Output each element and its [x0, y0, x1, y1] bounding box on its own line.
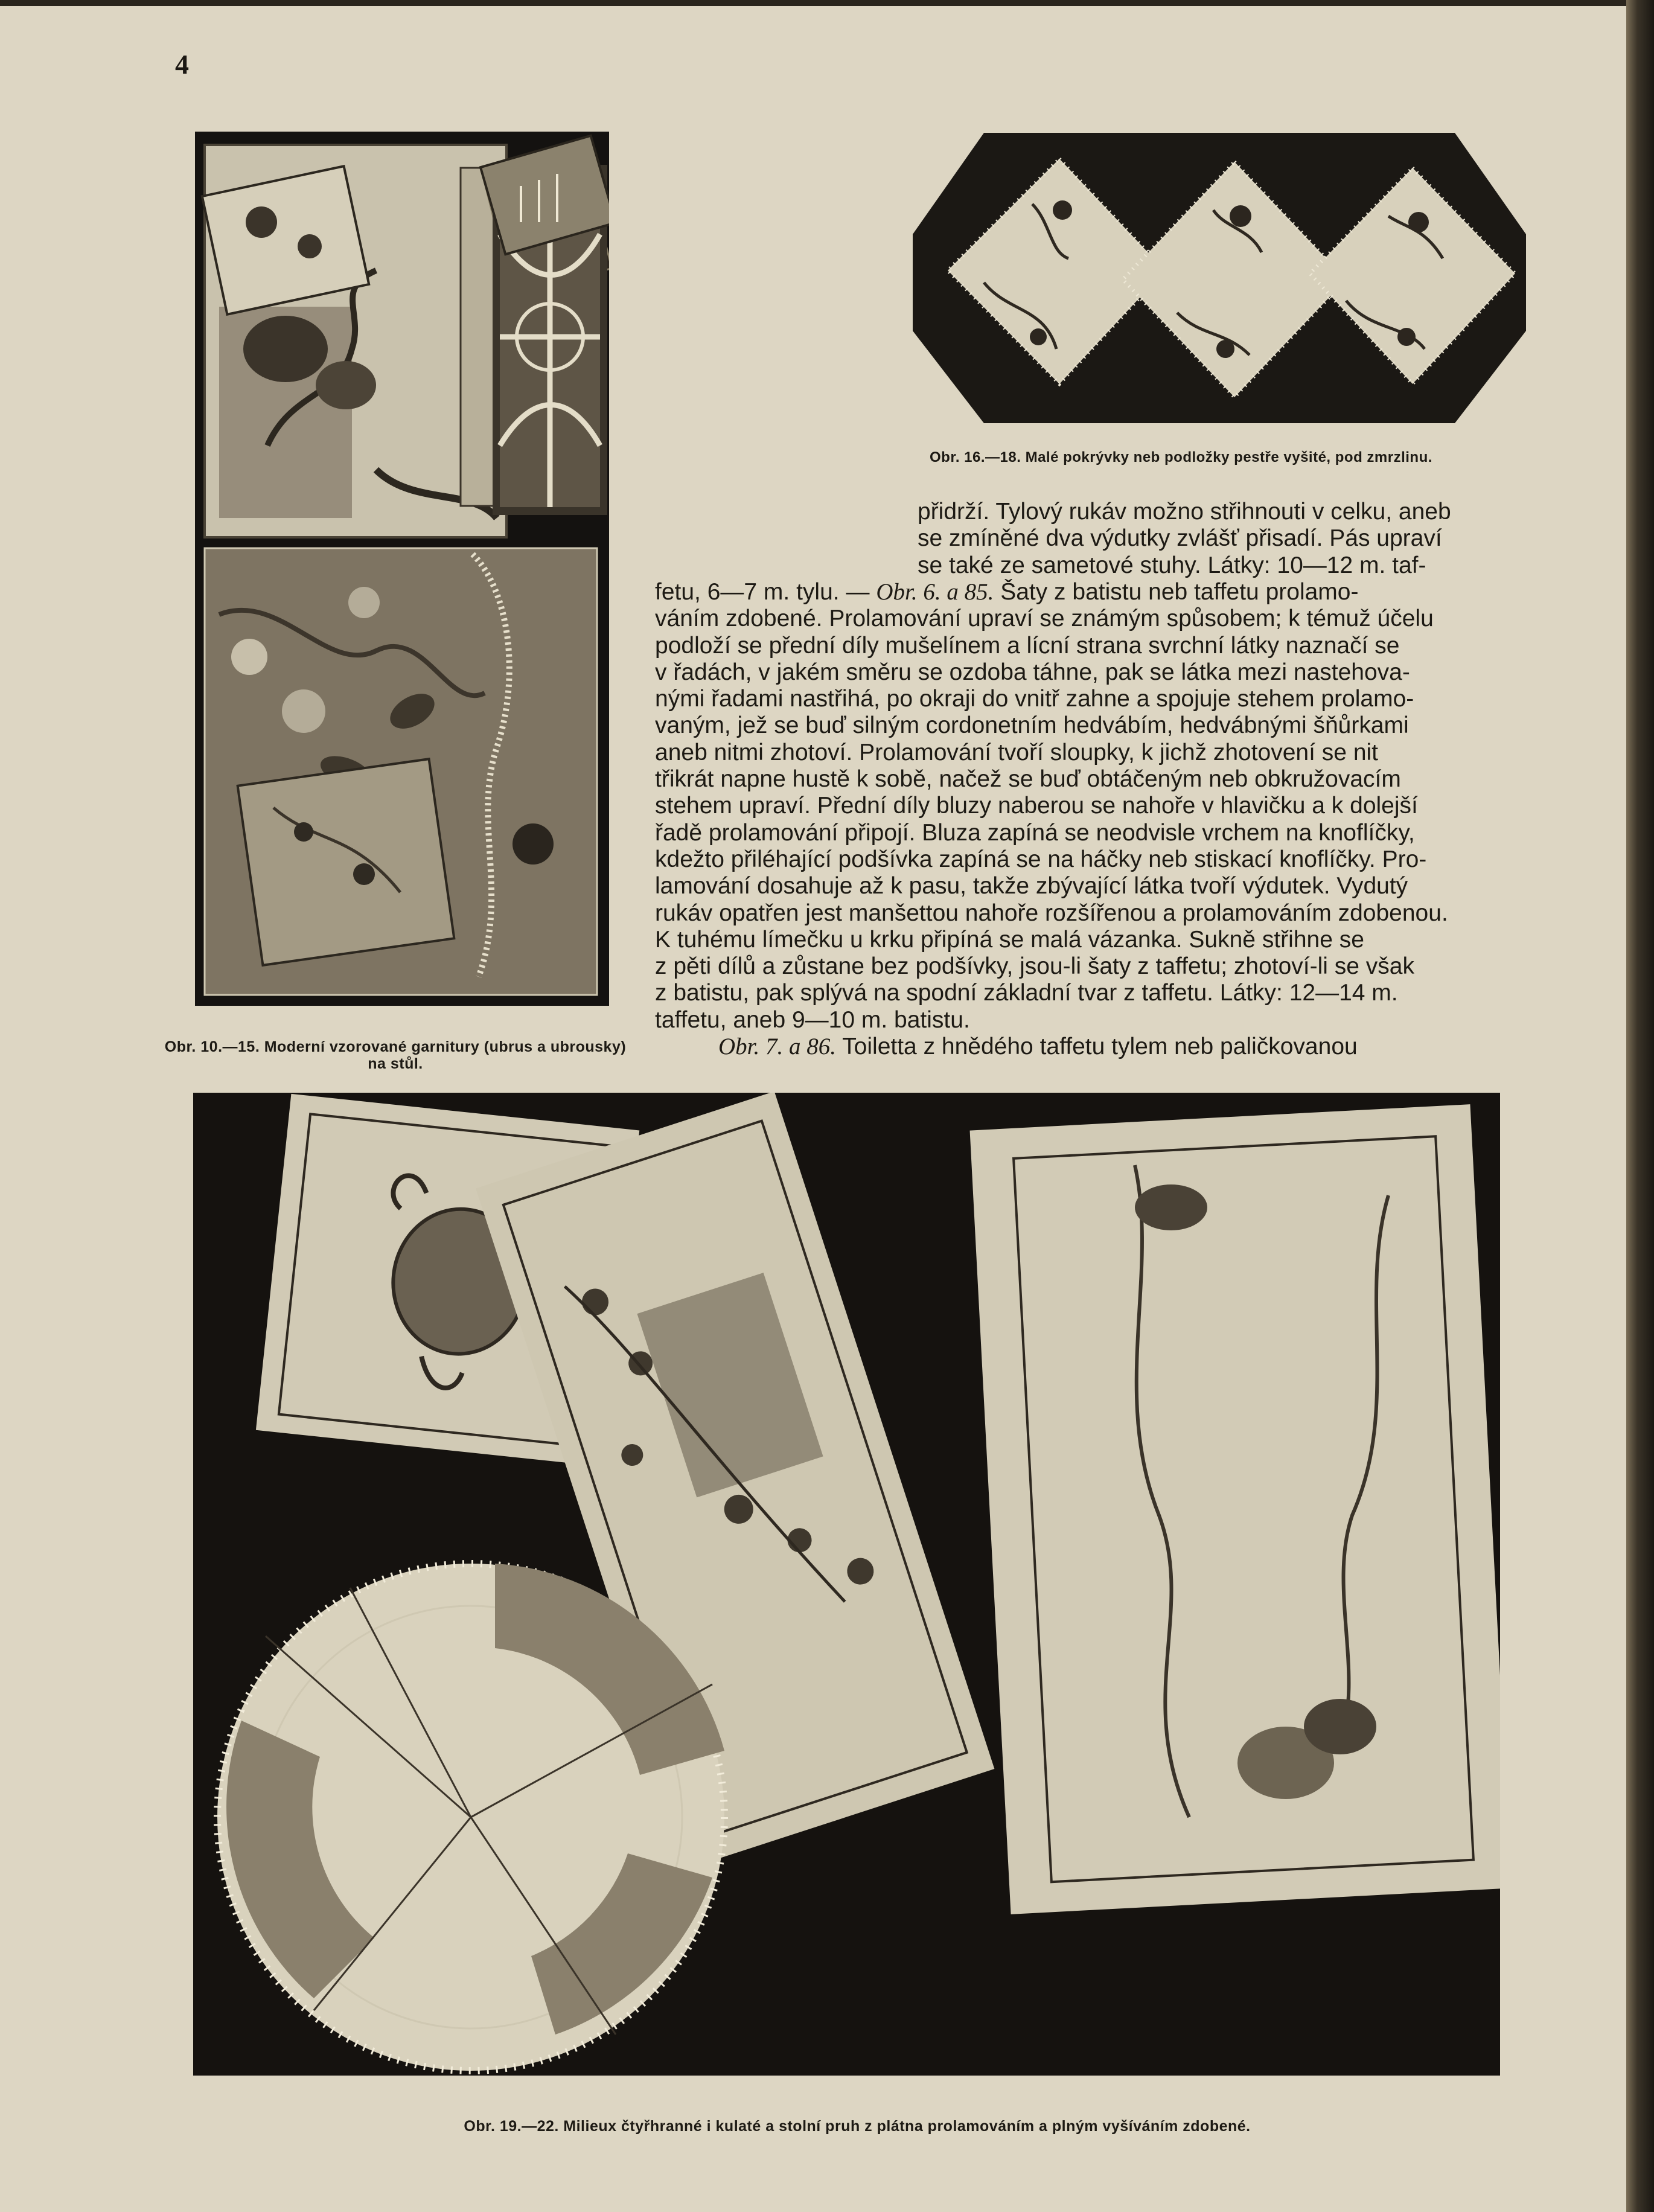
text-line-12: stehem upraví. Přední díly bluzy naberou se nahoře v hlavičku a k dolejší — [655, 793, 1418, 819]
text-line-17: K tuhému límečku u krku připíná se malá vázanka. Sukně střihne se — [655, 926, 1364, 953]
figure-16-18-image — [912, 132, 1527, 424]
figure-reference-7-86: Obr. 7. a 86. — [718, 1034, 837, 1060]
text-line-4 — [655, 579, 1498, 606]
text-line-5: váním zdobené. Prolamování upraví se známým spůsobem; k témuž účelu — [655, 606, 1434, 632]
text-line-19: z batistu, pak splývá na spodní základní tvar z taffetu. Látky: 12—14 m. — [655, 980, 1398, 1006]
caption-line-2: na stůl. — [368, 1055, 423, 1072]
text-line-9: vaným, jež se buď silným cordonetním hedvábím, hedvábnými šňůrkami — [655, 712, 1409, 739]
text-line-7: v řadách, v jakém směru se ozdoba táhne, pak se látka mezi nastehova- — [655, 659, 1410, 685]
text-fragment: Toiletta z hnědého taffetu tylem neb paličkovanou — [842, 1034, 1358, 1060]
text-fragment: Šaty z batistu neb taffetu prolamo- — [1000, 579, 1359, 605]
text-line-20: taffetu, aneb 9—10 m. batistu. — [655, 1006, 970, 1033]
figure-10-15-image — [195, 132, 609, 1006]
figure-10-15-caption — [157, 1038, 634, 1072]
figure-19-22-caption: Obr. 19.—22. Milieux čtyřhranné i kulaté a stolní pruh z plátna prolamováním a plným vyšíváním zdobené. — [464, 2118, 1251, 2135]
text-line-14: kdežto přiléhající podšívka zapíná se na háčky neb stiskací knoflíčky. Pro- — [655, 846, 1427, 872]
figure-19-22-image — [193, 1093, 1500, 2076]
text-line-6: podloží se přední díly mušelínem a lícní strana svrchní látky naznačí se — [655, 632, 1400, 659]
text-line-1: přidrží. Tylový rukáv možno střihnouti v celku, aneb — [918, 499, 1451, 525]
article-text — [918, 499, 1498, 579]
text-line-2: se zmíněné dva výdutky zvlášť přisadí. Pás upraví — [918, 525, 1442, 552]
article-text-wide — [655, 579, 1498, 1060]
figure-reference-6-85: Obr. 6. a 85. — [876, 579, 994, 605]
text-line-15: lamování dosahuje až k pasu, takže zbývající látka tvoří výdutek. Vydutý — [655, 873, 1408, 900]
scan-binding-edge — [1626, 0, 1654, 2212]
text-line-8: nými řadami nastřihá, po okraji do vnitř zahne a spojuje stehem prolamo- — [655, 686, 1414, 712]
text-line-11: třikrát napne hustě k sobě, načež se buď obtáčeným neb obkružovacím — [655, 766, 1401, 793]
text-line-10: aneb nitmi zhotoví. Prolamování tvoří sloupky, k jichž zhotovení se nit — [655, 739, 1379, 766]
text-line-18: z pěti dílů a zůstane bez podšívky, jsou-li šaty z taffetu; zhotoví-li se však — [655, 953, 1414, 980]
text-line-21 — [655, 1034, 1498, 1060]
scan-top-edge — [0, 0, 1654, 6]
text-line-13: řadě prolamování připojí. Bluza zapíná se neodvisle vrchem na knoflíčky, — [655, 819, 1415, 846]
caption-line-1: Obr. 10.—15. Moderní vzorované garnitury (ubrus a ubrousky) — [164, 1038, 627, 1055]
page-number: 4 — [175, 49, 189, 80]
text-line-16: rukáv opatřen jest manšettou nahoře rozšířenou a prolamováním zdobenou. — [655, 900, 1448, 926]
figure-16-18-caption: Obr. 16.—18. Malé pokrývky neb podložky pestře vyšité, pod zmrzlinu. — [930, 449, 1432, 465]
text-fragment: fetu, 6—7 m. tylu. — — [655, 579, 870, 605]
text-line-3: se také ze sametové stuhy. Látky: 10—12 m. taf- — [918, 552, 1426, 578]
